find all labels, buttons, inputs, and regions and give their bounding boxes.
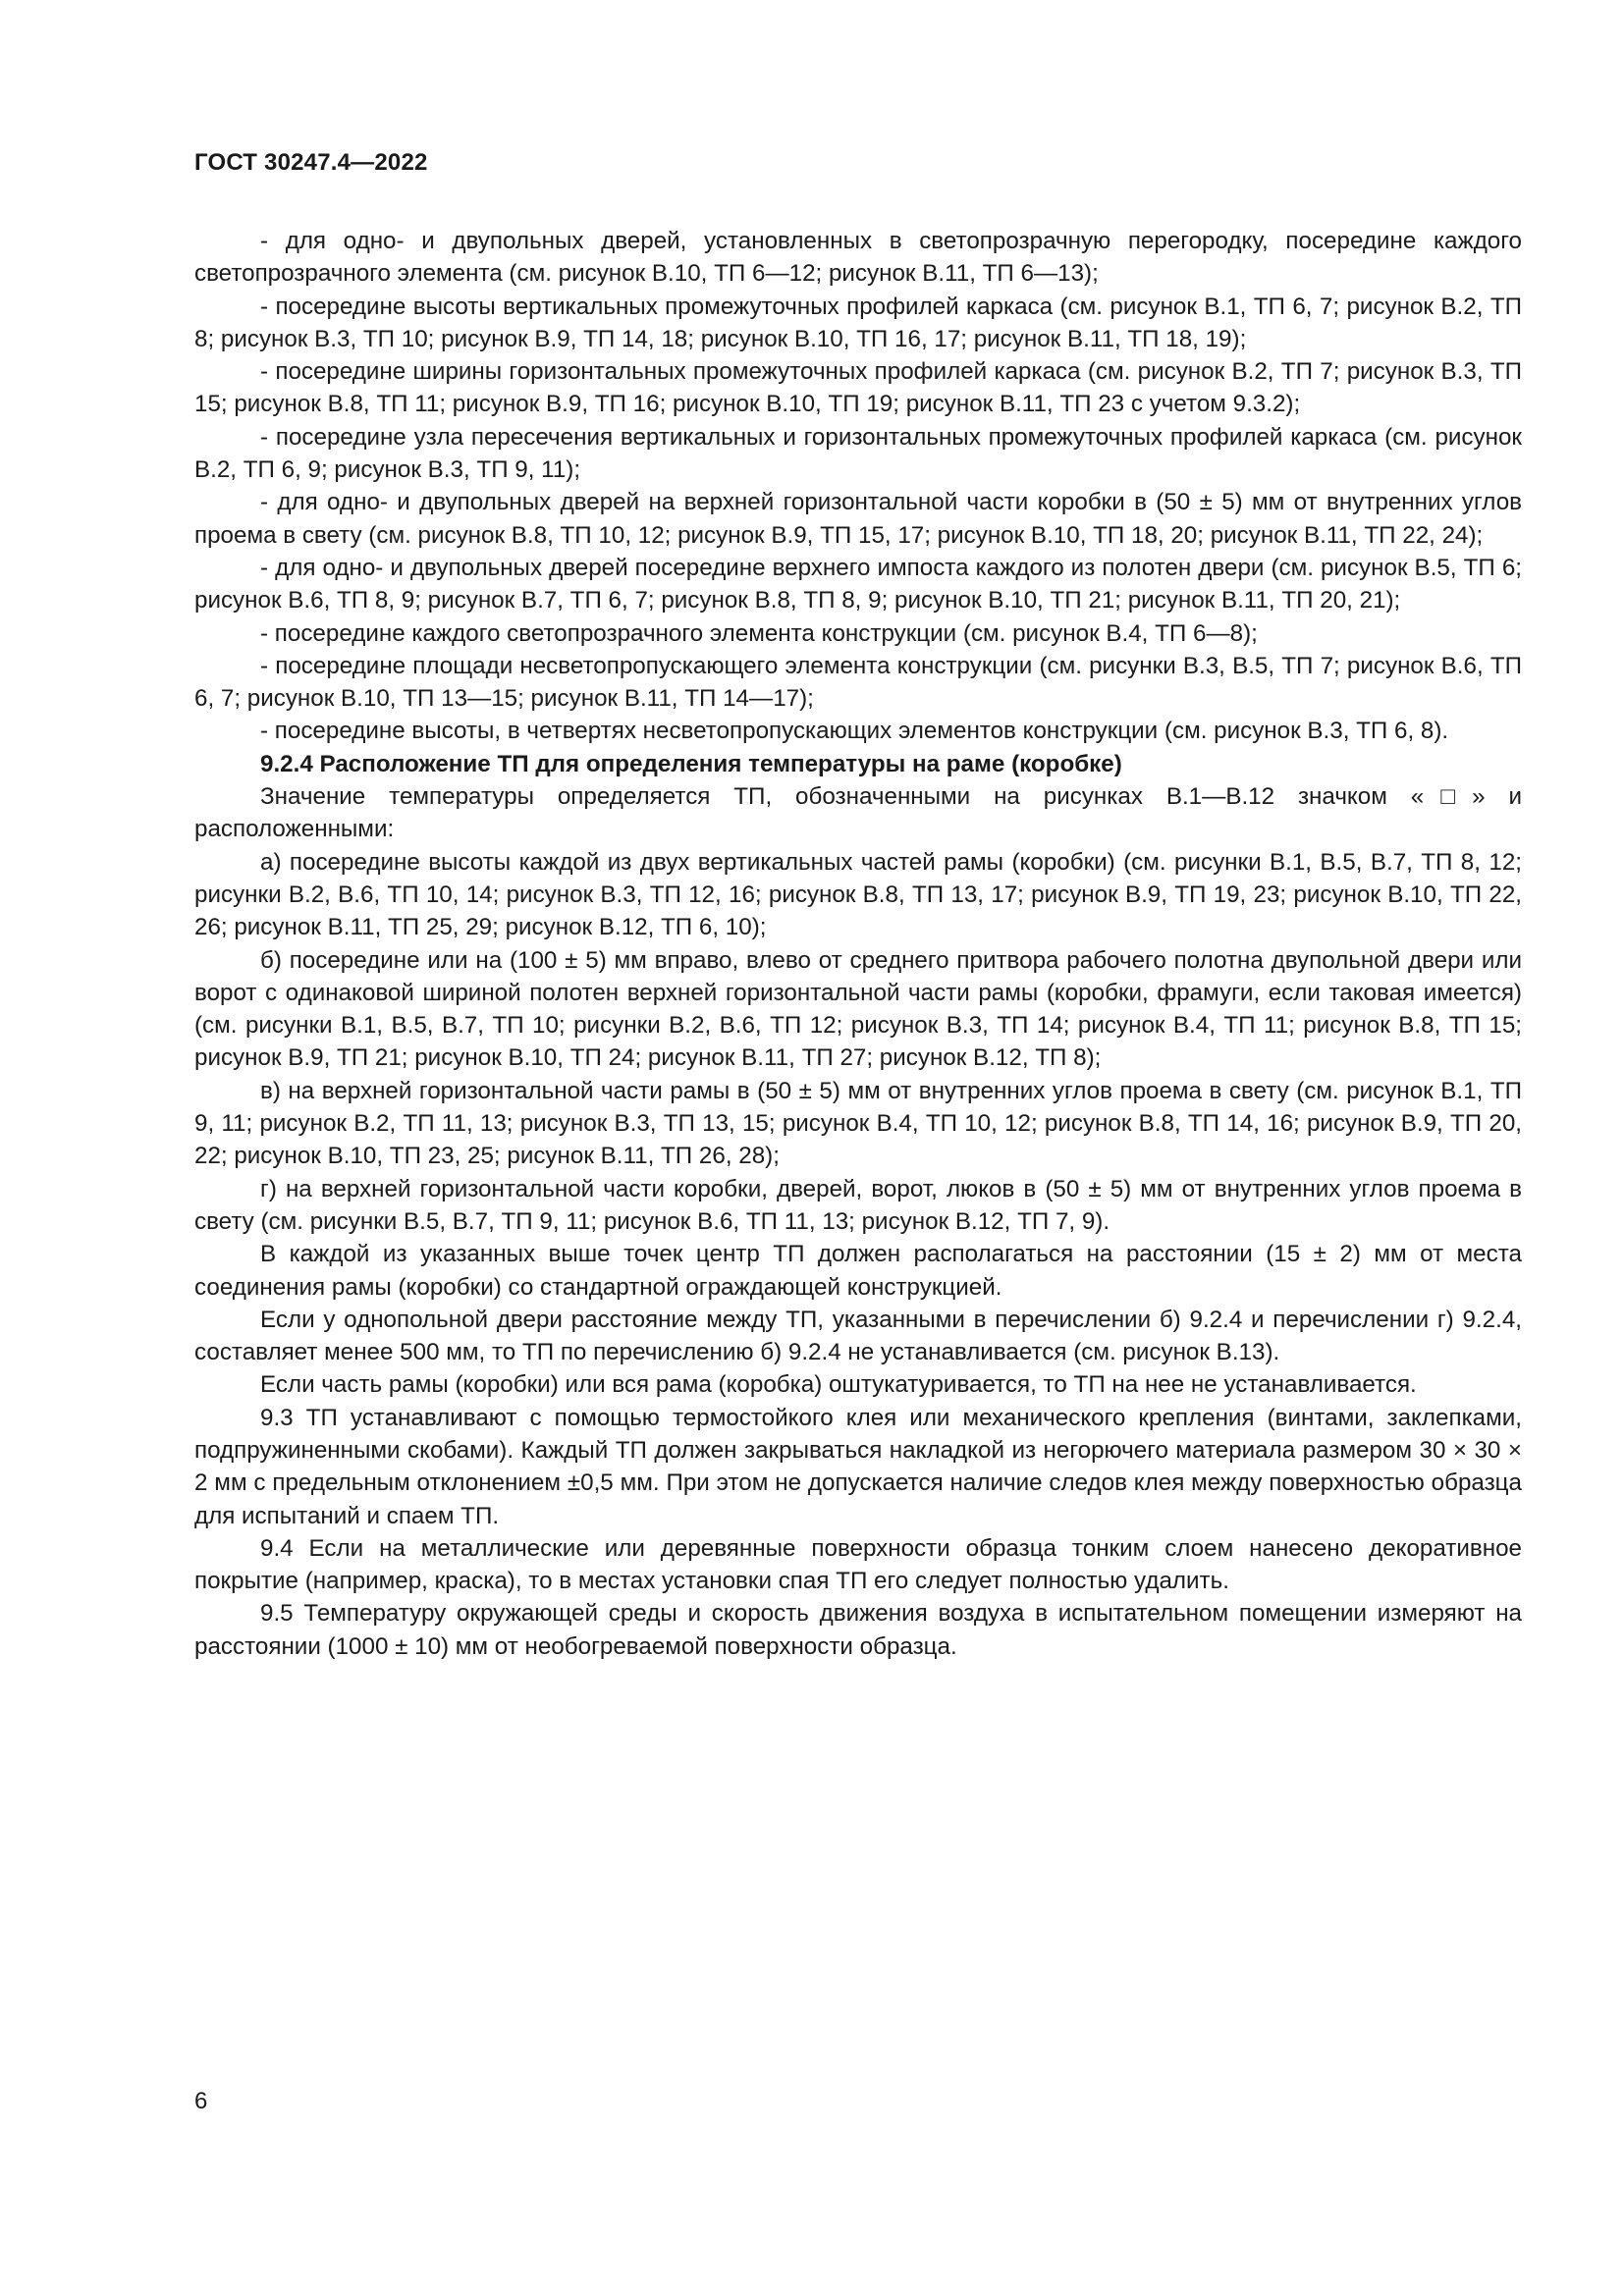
list-item: - посередине высоты, в четвертях несветопропускающих элементов конструкции (см. рисунок В.3, ТП 6, 8). [260,718,1449,745]
document-body [194,225,1522,1663]
list-item: в) на верхней горизонтальной части рамы в (50 ± 5) мм от внутренних углов проема в свету (см. рисунок В.1, ТП 9, 11; рисунок В.2, ТП 11, 13; рисунок В.3, ТП 13, 15; рисунок В.4, ТП 10, 12; рисунок В.8, ТП 14, 16; рисунок В.9, ТП 20, 22; рисунок В.10, ТП 23, 25; рисунок В.11, ТП 26, 28); [194,1077,1522,1170]
list-item: б) посередине или на (100 ± 5) мм вправо, влево от среднего притвора рабочего полотна двупольной двери или ворот с одинаковой шириной полотен верхней горизонтальной части рамы (коробки, фрамуги, если таковая имеется) (см. рисунки В.1, В.5, В.7, ТП 10; рисунки В.2, В.6, ТП 12; рисунок В.3, ТП 14; рисунок В.4, ТП 11; рисунок В.8, ТП 15; рисунок В.9, ТП 21; рисунок В.10, ТП 24; рисунок В.11, ТП 27; рисунок В.12, ТП 8); [194,946,1522,1072]
paragraph: Если у однопольной двери расстояние между ТП, указанными в перечислении б) 9.2.4 и перечислении г) 9.2.4, составляет менее 500 мм, то ТП по перечислению б) 9.2.4 не устанавливается (см. рисунок В.13). [194,1306,1522,1366]
list-item: - посередине высоты вертикальных промежуточных профилей каркаса (см. рисунок В.1, ТП 6, 7; рисунок В.2, ТП 8; рисунок В.3, ТП 10; рисунок В.9, ТП 14, 18; рисунок В.10, ТП 16, 17; рисунок В.11, ТП 18, 19); [194,293,1522,352]
paragraph: В каждой из указанных выше точек центр ТП должен располагаться на расстоянии (15 ± 2) мм от места соединения рамы (коробки) со стандартной ограждающей конструкцией. [194,1241,1522,1301]
list-item: - для одно- и двупольных дверей на верхней горизонтальной части коробки в (50 ± 5) мм от внутренних углов проема в свету (см. рисунок В.8, ТП 10, 12; рисунок В.9, ТП 15, 17; рисунок В.10, ТП 18, 20; рисунок В.11, ТП 22, 24); [194,489,1522,549]
list-item: а) посередине высоты каждой из двух вертикальных частей рамы (коробки) (см. рисунки В.1, В.5, В.7, ТП 8, 12; рисунки В.2, В.6, ТП 10, 14; рисунок В.3, ТП 12, 16; рисунок В.8, ТП 13, 17; рисунок В.9, ТП 19, 23; рисунок В.10, ТП 22, 26; рисунок В.11, ТП 25, 29; рисунок В.12, ТП 6, 10); [194,848,1522,941]
list-item: - для одно- и двупольных дверей, установленных в светопрозрачную перегородку, посередине каждого светопрозрачного элемента (см. рисунок В.10, ТП 6—12; рисунок В.11, ТП 6—13); [194,228,1522,288]
document-header: ГОСТ 30247.4—2022 [194,149,428,176]
list-item: - для одно- и двупольных дверей посередине верхнего импоста каждого из полотен двери (см. рисунок В.5, ТП 6; рисунок В.6, ТП 8, 9; рисунок В.7, ТП 6, 7; рисунок В.8, ТП 8, 9; рисунок В.10, ТП 21; рисунок В.11, ТП 20, 21); [194,554,1522,614]
page-number: 6 [194,2088,208,2114]
list-item: - посередине узла пересечения вертикальных и горизонтальных промежуточных профилей каркаса (см. рисунок В.2, ТП 6, 9; рисунок В.3, ТП 9, 11); [194,423,1522,484]
list-item: - посередине каждого светопрозрачного элемента конструкции (см. рисунок В.4, ТП 6—8); [260,619,1258,647]
list-item: - посередине ширины горизонтальных промежуточных профилей каркаса (см. рисунок В.2, ТП 7; рисунок В.3, ТП 15; рисунок В.8, ТП 11; рисунок В.9, ТП 16; рисунок В.10, ТП 19; рисунок В.11, ТП 23 с учетом 9.3.2); [194,358,1522,418]
paragraph: Значение температуры определяется ТП, обозначенными на рисунках В.1—В.12 значком «□» и расположенными: [194,783,1522,843]
paragraph: Если часть рамы (коробки) или вся рама (коробка) оштукатуривается, то ТП на нее не устанавливается. [260,1371,1417,1399]
section-heading: 9.2.4 Расположение ТП для определения температуры на раме (коробке) [260,750,1122,777]
paragraph: 9.3 ТП устанавливают с помощью термостойкого клея или механического крепления (винтами, заклепками, подпружиненными скобами). Каждый ТП должен закрываться накладкой из негорючего материала размером 30 × 30 × 2 мм с предельным отклонением ±0,5 мм. При этом не допускается наличие следов клея между поверхностью образца для испытаний и спаем ТП. [194,1404,1522,1529]
list-item: - посередине площади несветопропускающего элемента конструкции (см. рисунки В.3, В.5, ТП 7; рисунок В.6, ТП 6, 7; рисунок В.10, ТП 13—15; рисунок В.11, ТП 14—17); [194,652,1522,713]
list-item: г) на верхней горизонтальной части коробки, дверей, ворот, люков в (50 ± 5) мм от внутренних углов проема в свету (см. рисунки В.5, В.7, ТП 9, 11; рисунок В.6, ТП 11, 13; рисунок В.12, ТП 7, 9). [194,1175,1522,1235]
paragraph: 9.4 Если на металлические или деревянные поверхности образца тонким слоем нанесено декоративное покрытие (например, краска), то в местах установки спая ТП его следует полностью удалить. [194,1534,1522,1595]
paragraph: 9.5 Температуру окружающей среды и скорость движения воздуха в испытательном помещении измеряют на расстоянии (1000 ± 10) мм от необогреваемой поверхности образца. [194,1600,1522,1660]
